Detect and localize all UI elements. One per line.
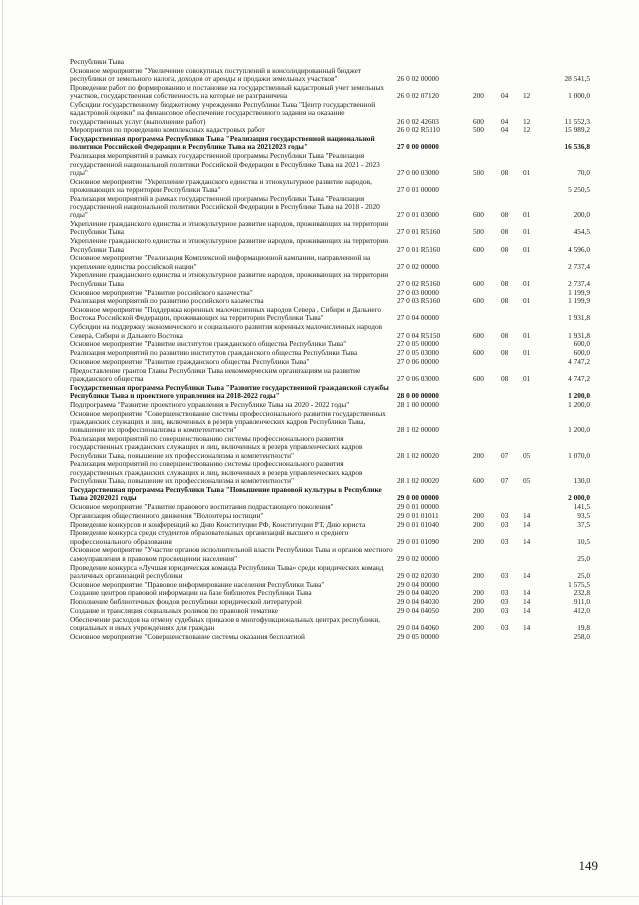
row-name: Реализация мероприятий по развитию институтов гражданского общества Республики Тыва	[70, 348, 358, 358]
row-rz: 08	[501, 227, 509, 237]
row-pr: 01	[523, 244, 531, 254]
row-sum: 412,0	[573, 606, 590, 615]
row-pr: 05	[523, 476, 531, 486]
row-code: 29 0 02 02030	[397, 570, 439, 580]
row-name: Основное мероприятие "Увеличение совокупных поступлений в консолидированный бюджет республики от земельного налога, доходов от аренды и продажи земельных участков"	[70, 65, 362, 84]
row-name: Основное мероприятие "Совершенствование системы профессионального развития государственных гражданских служащих и лиц, включенных в резерв управленческих кадров Республики Тыва, повышение их профессионализма и компетентности"	[70, 408, 386, 435]
row-code: 29 0 02 00000	[397, 553, 439, 563]
row-code: 27 0 04 00000	[397, 313, 439, 323]
row-sum: 2 000,0	[568, 493, 590, 503]
row-code: 29 0 01 01011	[397, 510, 439, 520]
row-sum: 1 200,0	[568, 399, 590, 409]
row-sum: 4 747,2	[568, 356, 590, 366]
row-vr: 600	[473, 210, 484, 220]
row-pr: 14	[523, 510, 531, 520]
row-sum: 1 575,5	[568, 579, 590, 589]
row-rz: 03	[501, 570, 509, 580]
row-code: 29 0 05 00000	[397, 631, 439, 641]
row-name: Создание центров правовой информации на базе библиотек Республики Тыва	[70, 588, 312, 598]
row-sum: 1 931,8	[568, 313, 590, 323]
row-pr: 01	[523, 210, 531, 220]
row-rz: 04	[501, 116, 509, 126]
row-name: Субсидии на поддержку экономического и социального развития коренных малочисленных народов Севера, Сибири и Дальнего Востока	[70, 322, 383, 340]
row-vr: 200	[473, 623, 484, 633]
row-rz: 04	[501, 91, 509, 101]
row-vr: 200	[473, 510, 484, 520]
row-rz: 04	[501, 125, 509, 135]
row-name: Реализация мероприятий по развитию российского казачества	[70, 296, 264, 306]
row-rz: 08	[501, 348, 509, 358]
row-name: Субсидии государственному бюджетному учреждению Республики Тыва "Центр государственной кадастровой оценки" на финансовое обеспечение государственного задания на оказание государственных услуг (выполнение работ)	[70, 99, 376, 126]
table-row	[70, 152, 590, 177]
row-rz: 08	[501, 373, 509, 383]
row-pr: 01	[523, 278, 531, 288]
row-pr: 14	[523, 623, 531, 633]
row-code: 29 0 04 00000	[397, 579, 439, 589]
row-code: 28 0 00 00000	[397, 391, 439, 401]
table-row	[70, 564, 590, 581]
row-sum: 232,8	[573, 588, 590, 598]
row-sum: 258,0	[573, 631, 590, 641]
budget-table	[70, 58, 590, 642]
row-code: 28 1 02 00020	[397, 476, 439, 486]
row-rz: 08	[501, 244, 509, 254]
row-name: Основное мероприятие "Развитие правового воспитания подрастающего поколения"	[70, 501, 334, 511]
row-name: Основное мероприятие "Развитие российского казачества"	[70, 287, 253, 297]
row-name: Подпрограмма "Развитие проектного управления в Республике Тыва на 2020 - 2022 годы"	[70, 399, 350, 409]
row-sum: 200,0	[573, 210, 590, 220]
row-name: Основное мероприятие "Совершенствование системы оказания бесплатной	[70, 631, 305, 641]
row-name: Основное мероприятие "Правовое информирование населения Республики Тыва"	[70, 579, 325, 589]
table-row	[70, 529, 590, 546]
row-vr: 600	[473, 244, 484, 254]
row-sum: 1 931,8	[568, 330, 590, 340]
row-pr: 14	[523, 606, 531, 615]
row-sum: 141,5	[573, 501, 590, 511]
table-row	[70, 503, 590, 511]
row-name: Укрепление гражданского единства и этнокультурное развитие народов, проживающих на территории Республики Тыва	[70, 270, 389, 288]
row-code: 26 0 02 00000	[397, 74, 439, 84]
row-code: 29 0 04 04020	[397, 588, 439, 598]
row-vr: 600	[473, 278, 484, 288]
table-row	[70, 460, 590, 485]
table-row	[70, 101, 590, 126]
row-sum: 19,8	[577, 623, 590, 633]
row-code: 27 0 01 03000	[397, 210, 439, 220]
row-sum: 1 200,0	[568, 425, 590, 435]
table-row	[70, 410, 590, 435]
row-rz: 08	[501, 330, 509, 340]
row-name: Реализация мероприятий в рамках государственной программы Республики Тыва "Реализация государственной национальной политики Российской Федерации в Республике Тыва на 2018 - 2020 годы"	[70, 193, 380, 220]
row-name: Основное мероприятие "Укрепление гражданского единства и этнокультурное развитие народов, проживающих на территории Республики Тыва"	[70, 176, 372, 194]
row-rz: 08	[501, 296, 509, 306]
row-vr: 600	[473, 476, 484, 486]
row-pr: 01	[523, 167, 531, 177]
row-rz: 03	[501, 597, 509, 607]
row-code: 27 0 01 R5160	[397, 227, 441, 237]
table-row	[70, 195, 590, 220]
row-code: 26 0 02 R5110	[397, 125, 440, 135]
row-pr: 12	[523, 116, 531, 126]
row-sum: 1 200,0	[568, 391, 590, 401]
row-vr: 200	[473, 606, 484, 615]
row-name: Укрепление гражданского единства и этнокультурное развитие народов, проживающих на территории Республики Тыва	[70, 236, 389, 254]
row-sum: 1 070,0	[568, 450, 590, 460]
row-name: Организация общественного движения "Волонтеры юстиции"	[70, 510, 264, 520]
row-code: 27 0 05 00000	[397, 339, 439, 349]
table-row	[70, 358, 590, 366]
row-rz: 08	[501, 210, 509, 220]
row-name: Основное мероприятие "Развитие институтов гражданского общества Республики Тыва"	[70, 339, 347, 349]
table-row	[70, 401, 590, 409]
table-row	[70, 67, 590, 84]
row-code: 29 0 01 01040	[397, 519, 439, 529]
row-code: 27 0 04 R5150	[397, 330, 441, 340]
row-rz: 03	[501, 519, 509, 529]
row-pr: 12	[523, 125, 531, 135]
scan-edge-line	[2, 0, 3, 905]
row-name: Основное мероприятие "Поддержка коренных малочисленных народов Севера , Сибири и Дальнего Востока Российской Федерации, проживающих на территории Республики Тыва"	[70, 305, 382, 323]
page-number: 149	[578, 858, 598, 873]
row-code: 27 0 01 R5160	[397, 244, 441, 254]
table-row	[70, 84, 590, 101]
row-pr: 14	[523, 588, 531, 598]
row-code: 27 0 00 00000	[397, 142, 439, 152]
row-code: 27 0 01 00000	[397, 184, 439, 194]
row-sum: 130,0	[573, 476, 590, 486]
row-name: Проведение конкурсов и конференций ко Дню Конституции РФ, Конституции РТ, Дню юриста	[70, 519, 366, 529]
row-name: Создание и трансляция социальных роликов по правовой тематике	[70, 606, 278, 615]
row-code: 29 0 01 00000	[397, 501, 439, 511]
row-code: 27 0 03 R5160	[397, 296, 441, 306]
row-code: 29 0 04 04050	[397, 606, 439, 615]
table-row	[70, 616, 590, 633]
row-code: 26 0 02 42603	[397, 116, 439, 126]
row-name: Реализация мероприятий в рамках государственной программы Республики Тыва "Реализация государственной национальной политики Российской Федерации в Республике Тыва на 2021 - 2023 годы"	[70, 151, 380, 177]
row-sum: 1 000,0	[568, 91, 590, 101]
row-sum: 600,0	[573, 339, 590, 349]
row-vr: 200	[473, 588, 484, 598]
row-sum: 93,5	[577, 510, 590, 520]
row-name: Основное мероприятие "Реализация Комплексной информационной кампании, направленной на укрепление единства российской нации"	[70, 253, 371, 271]
row-sum: 37,5	[577, 519, 590, 529]
row-sum: 11 552,3	[564, 116, 590, 126]
row-vr: 200	[473, 597, 484, 607]
row-rz: 03	[501, 536, 509, 546]
table-row	[70, 220, 590, 237]
row-pr: 12	[523, 91, 531, 101]
table-row	[70, 271, 590, 288]
row-rz: 08	[501, 278, 509, 288]
row-pr: 14	[523, 536, 531, 546]
table-row	[70, 323, 590, 340]
row-sum: 10,5	[577, 536, 590, 546]
row-rz: 03	[501, 606, 509, 615]
row-pr: 14	[523, 597, 531, 607]
row-pr: 14	[523, 519, 531, 529]
row-vr: 200	[473, 91, 484, 101]
row-sum: 2 737,4	[568, 261, 590, 271]
row-code: 27 0 03 00000	[397, 287, 439, 297]
row-sum: 911,0	[573, 597, 590, 607]
table-row	[70, 435, 590, 460]
row-name: Основное мероприятие "Развитие гражданского общества Республики Тыва"	[70, 356, 310, 366]
row-name: Проведение конкурса среди студентов образовательных организаций высшего и среднего профессионального образования	[70, 528, 349, 546]
row-name: Республики Тыва	[70, 57, 125, 66]
row-sum: 25,0	[577, 553, 590, 563]
row-sum: 28 541,5	[564, 74, 590, 84]
row-rz: 08	[501, 167, 509, 177]
row-name: Реализация мероприятий по совершенствованию системы профессионального развития государственных гражданских служащих и лиц, включенных в резерв управленческих кадров Республики Тыва, повышение их профессионализма и компетентности"	[70, 459, 363, 486]
row-vr: 500	[473, 167, 484, 177]
row-sum: 2 737,4	[568, 278, 590, 288]
table-row	[70, 512, 590, 520]
row-sum: 1 199,9	[568, 287, 590, 297]
row-code: 28 1 02 00020	[397, 450, 439, 460]
row-name: Укрепление гражданского единства и этнокультурное развитие народов, проживающих на территории Республики Тыва	[70, 219, 389, 237]
row-code: 27 0 06 03000	[397, 373, 439, 383]
scan-bottom-line	[0, 896, 639, 897]
row-sum: 600,0	[573, 348, 590, 358]
table-row	[70, 135, 590, 152]
row-code: 27 0 02 R5160	[397, 278, 441, 288]
row-vr: 600	[473, 296, 484, 306]
row-vr: 200	[473, 450, 484, 460]
row-vr: 600	[473, 348, 484, 358]
table-row	[70, 367, 590, 384]
row-name: Мероприятия по проведению комплексных кадастровых работ	[70, 125, 265, 135]
table-row	[70, 633, 590, 641]
table-row	[70, 384, 590, 401]
row-code: 27 0 06 00000	[397, 356, 439, 366]
row-name: Государственная программа Республики Тыва "Развитие государственной гражданской службы Республики Тыва и проектного управления на 2018-2022 годы"	[70, 382, 389, 401]
row-pr: 01	[523, 296, 531, 306]
row-pr: 01	[523, 373, 531, 383]
row-sum: 15 989,2	[564, 125, 590, 135]
row-code: 29 0 01 01090	[397, 536, 439, 546]
table-row	[70, 237, 590, 254]
table-row	[70, 178, 590, 195]
row-pr: 01	[523, 227, 531, 237]
row-vr: 200	[473, 519, 484, 529]
row-sum: 4 596,0	[568, 244, 590, 254]
row-rz: 03	[501, 588, 509, 598]
row-name: Основное мероприятие "Участие органов исполнительной власти Республики Тыва и органов местного самоуправления в правовом просвещении населения"	[70, 545, 393, 563]
row-name: Реализация мероприятий по совершенствованию системы профессионального развития государственных гражданских служащих и лиц, включенных в резерв управленческих кадров Республики Тыва, повышение их профессионализма и компетентности"	[70, 434, 363, 460]
row-name: Проведение конкурса «Лучшая юридическая команда Республики Тыва» среди юридических команд различных организаций республики	[70, 562, 384, 580]
row-name: Предоставление грантов Главы Республики Тыва некоммерческим организациям на развитие гражданского общества	[70, 365, 361, 383]
row-name: Государственная программа Республики Тыва "Повышение правовой культуры в Республике Тыва 20202021 годы	[70, 484, 382, 503]
row-vr: 200	[473, 570, 484, 580]
row-pr: 01	[523, 348, 531, 358]
row-rz: 03	[501, 510, 509, 520]
row-sum: 1 199,9	[568, 296, 590, 306]
row-sum: 4 747,2	[568, 373, 590, 383]
row-rz: 07	[501, 450, 509, 460]
table-row	[70, 546, 590, 563]
row-name: Проведение работ по формированию и постановке на государственный кадастровый учет земельных участков, государственная собственность на которые не разграничена	[70, 82, 385, 101]
row-code: 29 0 04 04060	[397, 623, 439, 633]
table-row	[70, 306, 590, 323]
row-sum: 454,5	[573, 227, 590, 237]
row-name: Государственная программа Республики Тыва "Реализация государственной национальной политики Российской Федерации в Республике Тыва на 20212023 годы"	[70, 134, 375, 152]
row-code: 29 0 00 00000	[397, 493, 439, 503]
row-vr: 500	[473, 227, 484, 237]
row-code: 27 0 00 03000	[397, 167, 439, 177]
row-vr: 600	[473, 116, 484, 126]
row-vr: 600	[473, 373, 484, 383]
row-code: 28 1 02 00000	[397, 425, 439, 435]
row-pr: 01	[523, 330, 531, 340]
table-row	[70, 486, 590, 503]
row-vr: 500	[473, 125, 484, 135]
row-sum: 5 250,5	[568, 184, 590, 194]
row-rz: 07	[501, 476, 509, 486]
row-sum: 70,0	[577, 167, 590, 177]
row-code: 28 1 00 00000	[397, 399, 439, 409]
row-name: Обеспечение расходов на отмену судебных приказов в многофункциональных центрах республики, социальных и иных учреждениях для граждан	[70, 614, 381, 633]
row-pr: 05	[523, 450, 531, 460]
row-sum: 16 536,8	[564, 142, 590, 152]
row-pr: 14	[523, 570, 531, 580]
row-rz: 03	[501, 623, 509, 633]
row-code: 27 0 02 00000	[397, 261, 439, 271]
row-code: 26 0 02 07120	[397, 91, 439, 101]
row-code: 29 0 04 04030	[397, 597, 439, 607]
row-name: Пополнение библиотечных фондов республики юридической литературой	[70, 597, 302, 607]
table-row	[70, 254, 590, 271]
row-code: 27 0 05 03000	[397, 348, 439, 358]
row-vr: 600	[473, 330, 484, 340]
row-vr: 200	[473, 536, 484, 546]
row-sum: 25,0	[577, 570, 590, 580]
